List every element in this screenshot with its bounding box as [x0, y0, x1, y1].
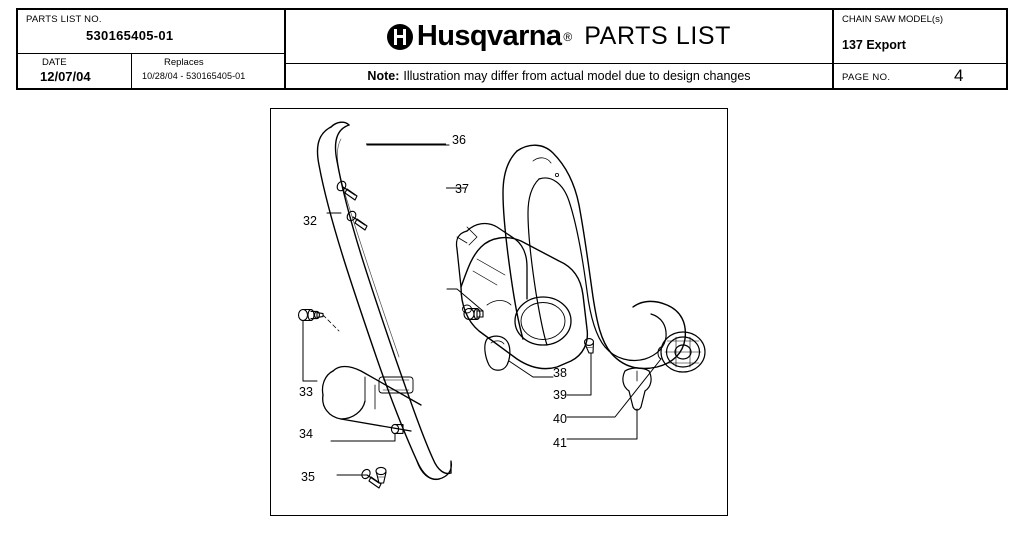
callout-32: 32	[303, 214, 317, 228]
date-replaces-row	[18, 54, 284, 88]
header-left-column	[18, 10, 286, 88]
callout-40: 40	[553, 412, 567, 426]
parts-diagram-svg	[271, 109, 726, 514]
husqvarna-h-logo-icon	[387, 24, 413, 50]
callout-37: 37	[455, 182, 469, 196]
date-label: DATE	[42, 57, 67, 68]
model-value: 137 Export	[842, 38, 906, 52]
parts-diagram	[270, 108, 728, 516]
registered-trademark-icon: ®	[563, 29, 573, 44]
note-text: Illustration may differ from actual model due to design changes	[403, 69, 751, 83]
replaces-label: Replaces	[164, 57, 204, 68]
callout-33: 33	[299, 385, 313, 399]
replaces-cell	[132, 54, 284, 88]
callout-41: 41	[553, 436, 567, 450]
brand-name: Husqvarna	[416, 20, 562, 52]
title-cell	[286, 10, 832, 64]
page-cell	[834, 64, 1006, 88]
parts-list-no-label: PARTS LIST NO.	[26, 14, 102, 25]
note-cell	[286, 64, 832, 88]
callout-38: 38	[553, 366, 567, 380]
parts-list-no-cell	[18, 10, 284, 54]
page-number-value: 4	[954, 66, 964, 85]
header-right-column	[834, 10, 1006, 88]
header-middle-column	[286, 10, 834, 88]
header-table	[16, 8, 1008, 90]
model-label: CHAIN SAW MODEL(s)	[842, 14, 943, 25]
parts-list-no-value: 530165405-01	[86, 28, 174, 43]
callout-35: 35	[301, 470, 315, 484]
page-number-label: PAGE NO.	[842, 72, 891, 83]
replaces-value: 10/28/04 - 530165405-01	[142, 71, 246, 81]
date-value: 12/07/04	[40, 69, 91, 84]
brand-block	[387, 22, 731, 51]
note-prefix: Note:	[367, 69, 400, 83]
model-cell	[834, 10, 1006, 64]
callout-34: 34	[299, 427, 313, 441]
page-title: PARTS LIST	[584, 22, 732, 50]
callout-39: 39	[553, 388, 567, 402]
callout-36: 36	[452, 133, 466, 147]
date-cell	[18, 54, 132, 88]
